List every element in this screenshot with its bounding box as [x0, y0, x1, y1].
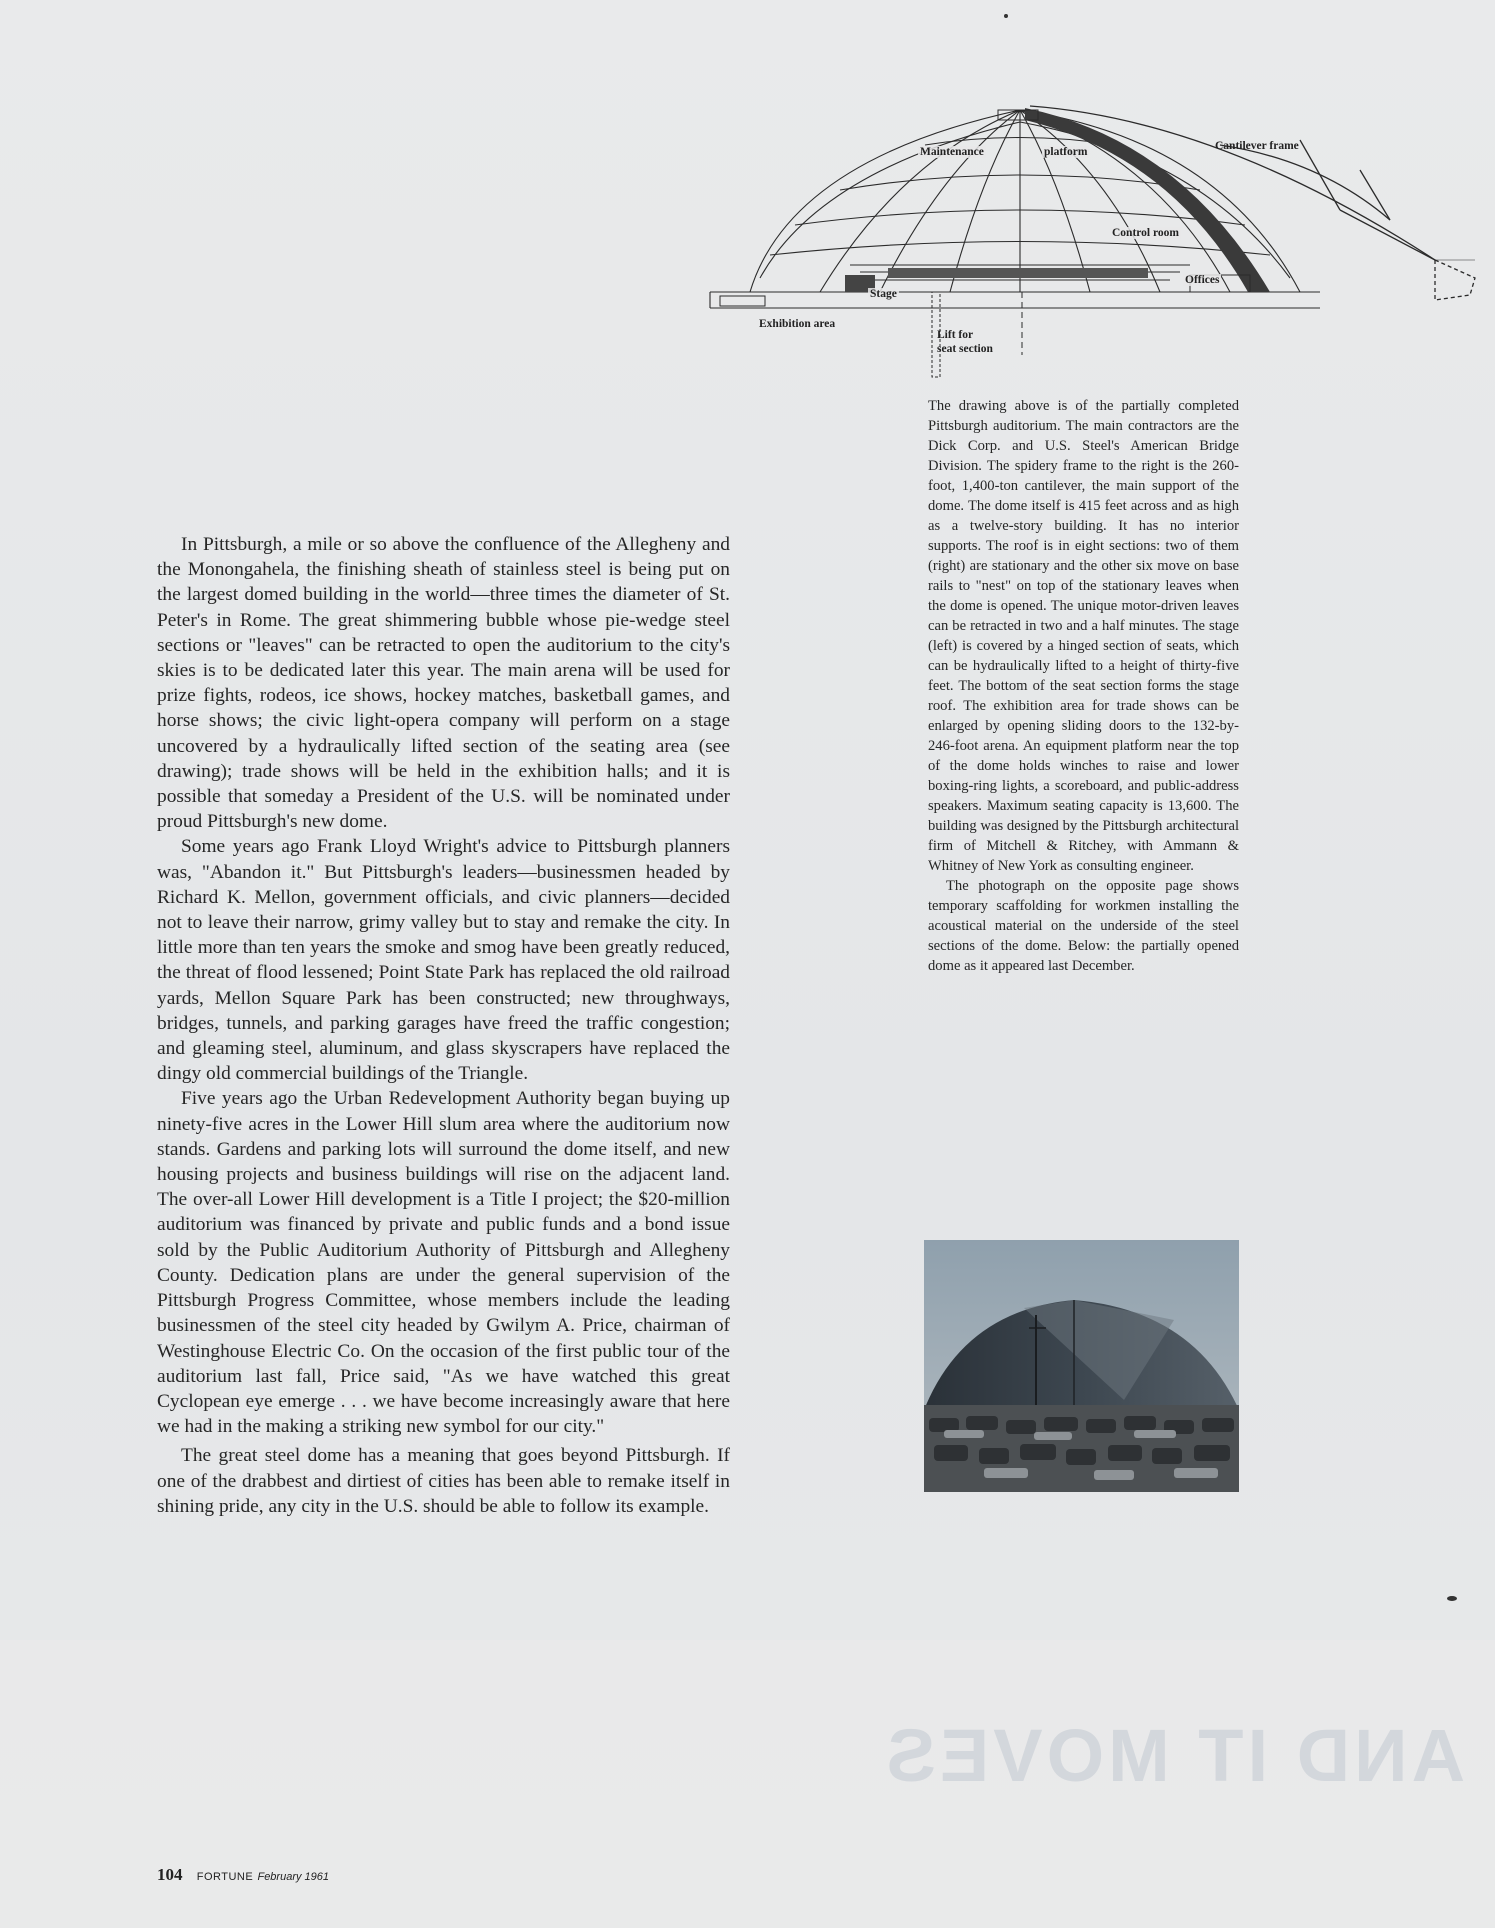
dome-photo-image — [924, 1240, 1239, 1492]
issue-date: February 1961 — [257, 1871, 330, 1883]
print-speck — [1447, 1596, 1457, 1601]
main-article-body — [157, 532, 730, 1519]
magazine-name: FORTUNE — [196, 1871, 254, 1883]
label-control-room: Control room — [1112, 227, 1179, 239]
caption-paragraph: The drawing above is of the partially completed Pittsburgh auditorium. The main contractors are the Dick Corp. and U.S. Steel's American Bridge Division. The spidery frame to the right is the 260-foot, 1,400-ton cantilever, the main support of the dome. The dome itself is 415 feet across and as high as a twelve-story building. It has no interior supports. The roof is in eight sections: two of them (right) are stationary and the other six move on base rails to "nest" on top of the stationary leaves when the dome is opened. The unique motor-driven leaves can be retracted in two and a half minutes. The stage (left) is covered by a hinged section of seats, which can be hydraulically lifted to a height of thirty-five feet. The bottom of the seat section forms the stage roof. The exhibition area for trade shows can be enlarged by opening sliding doors to the 132-by-246-foot arena. An equipment platform near the top of the dome holds winches to raise and lower boxing-ring lights, a scoreboard, and public-address speakers. Maximum seating capacity is 13,600. The building was designed by the Pittsburgh architectural firm of Mitchell & Ritchey, with Ammann & Whitney of New York as consulting engineer. — [928, 398, 1239, 874]
main-paragraph: Five years ago the Urban Redevelopment Authority began buying up ninety-five acres in the Lower Hill slum area where the auditorium now stands. Gardens and parking lots will surround the dome itself, and new housing projects and business buildings will rise on the adjacent land. The over-all Lower Hill development is a Title I project; the $20-million auditorium was financed by private and public funds and a bond issue sold by the Public Auditorium Authority of Pittsburgh and Allegheny County. Dedication plans are under the general supervision of the Pittsburgh Progress Committee, whose members include the leading businessmen of the steel city headed by Gwilym A. Price, chairman of Westinghouse Electric Co. On the occasion of the first public tour of the auditorium last fall, Price said, "As we have watched this great Cyclopean eye emerge . . . we have become increasingly aware that here we had in the making a striking new symbol for our city." — [157, 1088, 730, 1438]
label-platform: platform — [1044, 146, 1088, 158]
label-exhibition-area: Exhibition area — [759, 318, 836, 330]
label-lift — [935, 328, 995, 356]
label-lift-line1: Lift for — [937, 329, 974, 341]
page-footer — [157, 1865, 329, 1885]
dome-photograph — [924, 1240, 1239, 1492]
label-stage: Stage — [870, 288, 897, 300]
label-maintenance: Maintenance — [920, 146, 984, 158]
main-paragraph: Some years ago Frank Lloyd Wright's advice to Pittsburgh planners was, "Abandon it." But Pittsburgh's leaders—businessmen headed by Richard K. Mellon, government officials, and civic planners—decided not to leave their narrow, grimy valley but to stay and remake the city. In little more than ten years the smoke and smog have been greatly reduced, the threat of flood lessened; Point State Park has replaced the old railroad yards, Mellon Square Park has been constructed; new throughways, bridges, tunnels, and parking garages have freed the traffic congestion; and gleaming steel, aluminum, and glass skyscrapers have replaced the dingy old commercial buildings of the Triangle. — [157, 836, 730, 1085]
label-offices: Offices — [1185, 274, 1220, 286]
page-number: 104 — [157, 1865, 183, 1884]
drawing-caption — [928, 396, 1239, 976]
caption-paragraph: The photograph on the opposite page shows temporary scaffolding for workmen installing the acoustical material on the underside of the steel sections of the dome. Below: the partially opened dome as it appeared last December. — [928, 878, 1239, 974]
auditorium-cross-section-diagram — [700, 100, 1480, 385]
label-lift-line2: seat section — [937, 343, 993, 355]
dome-drawing — [700, 100, 1480, 385]
label-cantilever-frame: Cantilever frame — [1215, 140, 1299, 152]
main-paragraph: The great steel dome has a meaning that goes beyond Pittsburgh. If one of the drabbest and dirtiest of cities has been able to remake itself in shining pride, any city in the U.S. should be able to follow its example. — [157, 1445, 730, 1517]
bleed-through-headline: AND IT MOVES — [882, 1714, 1465, 1797]
main-paragraph: In Pittsburgh, a mile or so above the confluence of the Allegheny and the Monongahela, the finishing sheath of stainless steel is being put on the largest domed building in the world—three times the diameter of St. Peter's in Rome. The great shimmering bubble whose pie-wedge steel sections or "leaves" can be retracted to open the auditorium to the city's skies is to be dedicated later this year. The main arena will be used for prize fights, rodeos, ice shows, hockey matches, basketball games, and horse shows; the civic light-opera company will perform on a stage uncovered by a hydraulically lifted section of the seating area (see drawing); trade shows will be held in the exhibition halls; and it is possible that someday a President of the U.S. will be nominated under proud Pittsburgh's new dome. — [157, 534, 730, 833]
print-speck — [1004, 14, 1008, 18]
